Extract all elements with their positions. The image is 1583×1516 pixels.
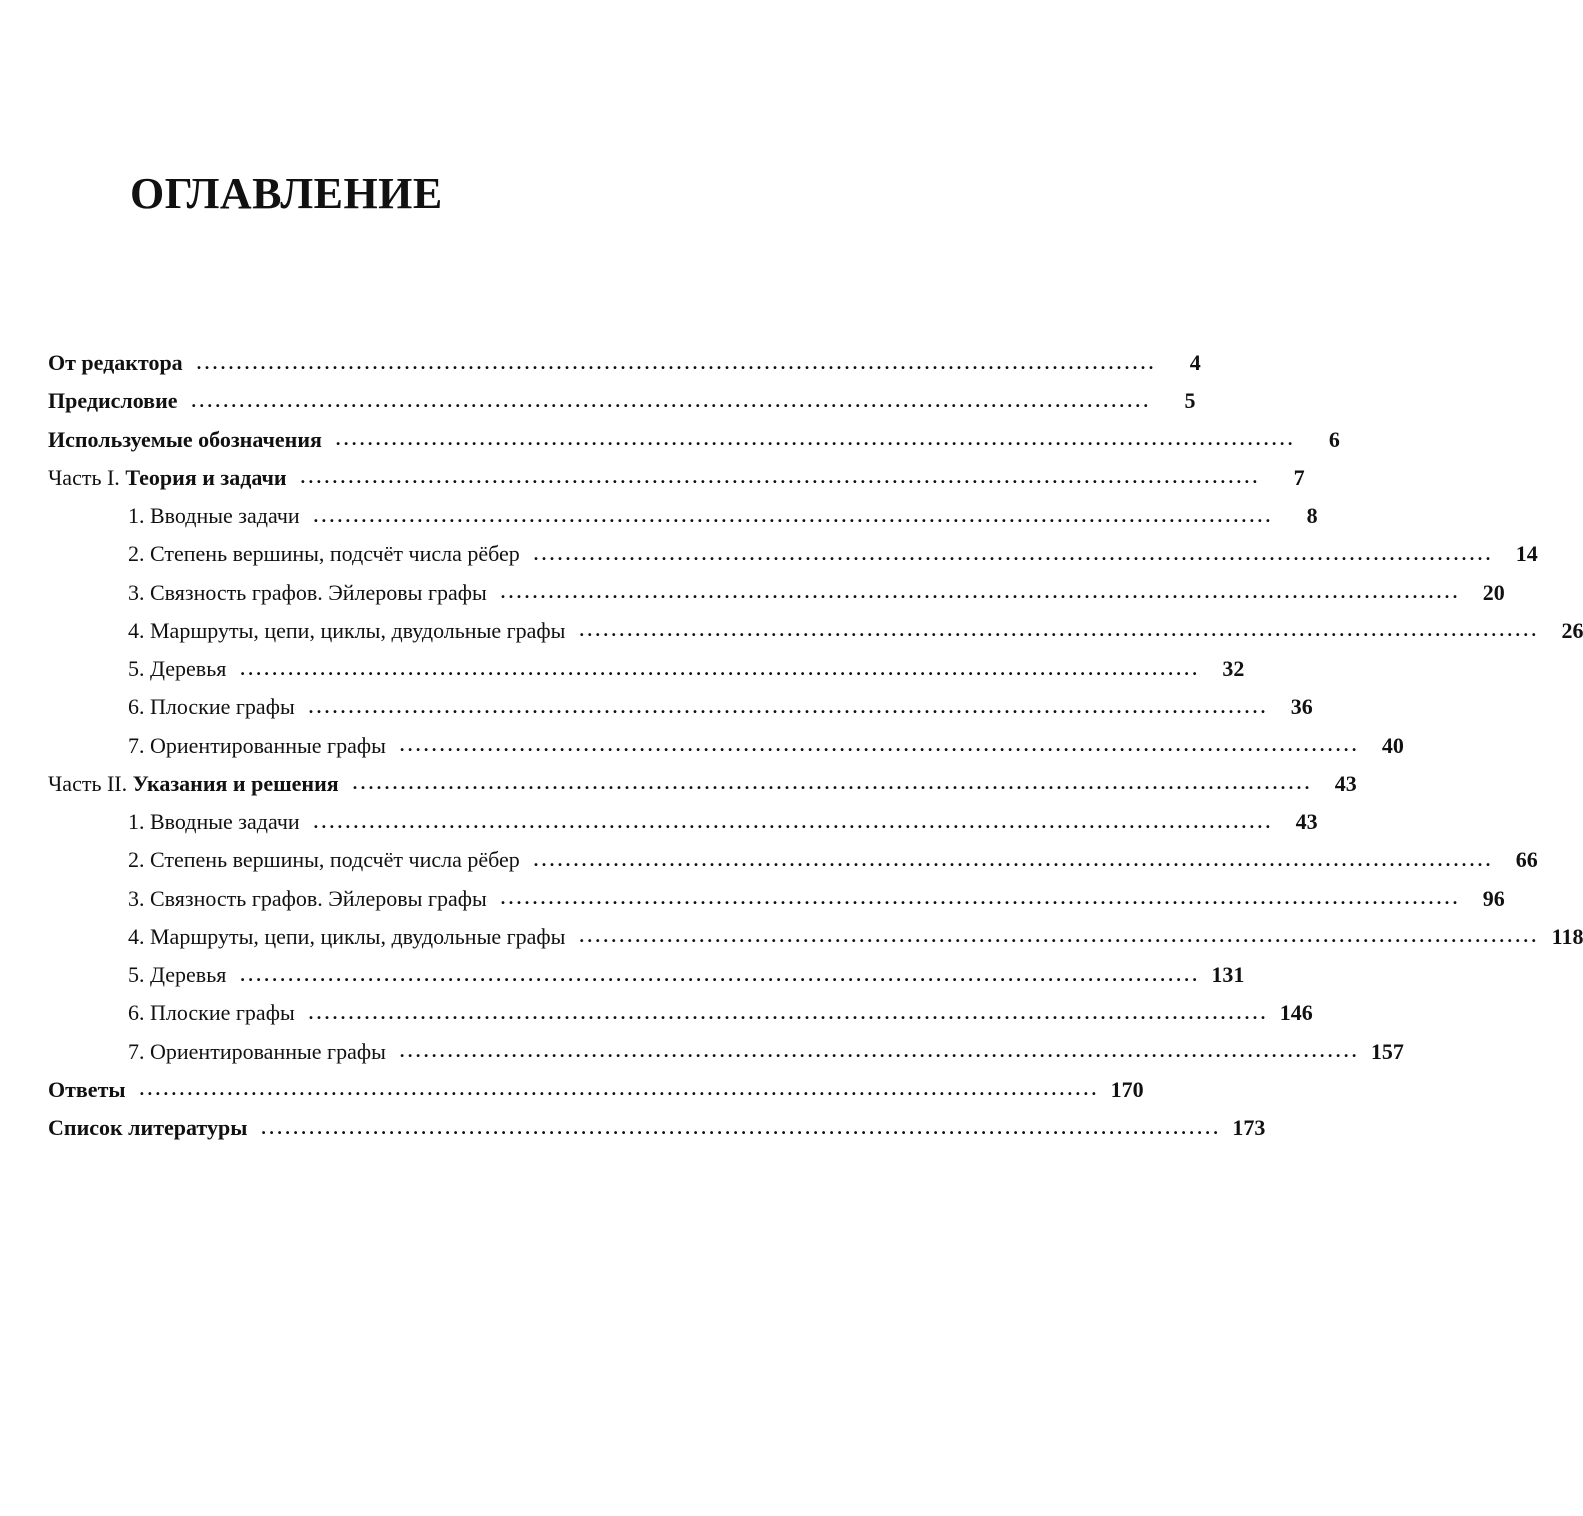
toc-entry-label: Ответы — [48, 1076, 126, 1102]
dot-leader: ........................................................................................................................ — [196, 352, 1157, 373]
toc-entry[interactable] — [0, 382, 1196, 420]
toc-page-number: 118 — [1551, 923, 1583, 949]
toc-entry-label — [48, 771, 339, 797]
toc-entry-label: 6. Плоские графы — [128, 1000, 295, 1026]
toc-part-title: Теория и задачи — [125, 464, 287, 490]
toc-page-number: 26 — [1561, 617, 1583, 643]
toc-page-number: 7 — [1293, 464, 1305, 490]
toc-page-number: 131 — [1211, 962, 1245, 988]
dot-leader: ........................................................................................................................ — [500, 582, 1461, 603]
toc-entry[interactable] — [0, 574, 1505, 612]
toc-entry[interactable] — [0, 803, 1318, 841]
toc-page-number: 170 — [1110, 1076, 1144, 1102]
dot-leader: ........................................................................................................................ — [261, 1117, 1222, 1138]
toc-page-number: 66 — [1515, 847, 1538, 873]
toc-entry-label: 7. Ориентированные графы — [128, 1038, 386, 1064]
toc-entry[interactable] — [0, 1109, 1266, 1147]
dot-leader: ........................................................................................................................ — [579, 620, 1540, 641]
toc-entry-label: 6. Плоские графы — [128, 694, 295, 720]
toc-page-number: 4 — [1189, 350, 1201, 376]
toc-entry-label: 7. Ориентированные графы — [128, 732, 386, 758]
toc-page-number: 146 — [1279, 1000, 1313, 1026]
toc-page-number: 14 — [1515, 541, 1538, 567]
dot-leader: ........................................................................................................................ — [300, 467, 1261, 488]
toc-entry[interactable] — [0, 765, 1357, 803]
toc-entry[interactable] — [0, 994, 1313, 1032]
toc-page-number: 36 — [1290, 694, 1313, 720]
dot-leader: ........................................................................................................................ — [399, 1041, 1360, 1062]
toc-page-number: 6 — [1328, 426, 1340, 452]
toc-entry-label: Список литературы — [48, 1115, 248, 1141]
dot-leader: ........................................................................................................................ — [335, 429, 1296, 450]
toc-entry[interactable] — [0, 421, 1340, 459]
toc-entry[interactable] — [0, 918, 1583, 956]
dot-leader: ........................................................................................................................ — [308, 696, 1269, 717]
toc-entry-label: 5. Деревья — [128, 656, 227, 682]
dot-leader: ........................................................................................................................ — [308, 1002, 1269, 1023]
toc-entry-label: 4. Маршруты, цепи, циклы, двудольные графы — [128, 923, 566, 949]
toc-entry-label: 1. Вводные задачи — [128, 503, 300, 529]
toc-page-number: 5 — [1184, 388, 1196, 414]
toc-entry-label: 3. Связность графов. Эйлеровы графы — [128, 579, 487, 605]
toc-entry[interactable] — [0, 497, 1318, 535]
toc-entry-label: 4. Маршруты, цепи, циклы, двудольные графы — [128, 617, 566, 643]
dot-leader: ........................................................................................................................ — [313, 505, 1274, 526]
dot-leader: ........................................................................................................................ — [533, 849, 1494, 870]
toc-entry[interactable] — [0, 841, 1538, 879]
toc-entry[interactable] — [0, 612, 1583, 650]
toc-entry[interactable] — [0, 1071, 1144, 1109]
dot-leader: ........................................................................................................................ — [139, 1079, 1100, 1100]
toc-part-prefix: Часть II. — [48, 770, 133, 796]
toc-entry-label — [48, 465, 287, 491]
toc-entry[interactable] — [0, 650, 1245, 688]
toc-entry[interactable] — [0, 1033, 1404, 1071]
dot-leader: ........................................................................................................................ — [500, 888, 1461, 909]
toc-page-number: 32 — [1222, 656, 1245, 682]
toc-entry-label: 5. Деревья — [128, 962, 227, 988]
dot-leader: ........................................................................................................................ — [579, 926, 1540, 947]
toc-entry-label: 2. Степень вершины, подсчёт числа рёбер — [128, 541, 520, 567]
page-title: ОГЛАВЛЕНИЕ — [130, 169, 443, 218]
toc-entry[interactable] — [0, 880, 1505, 918]
toc-entry-label: 2. Степень вершины, подсчёт числа рёбер — [128, 847, 520, 873]
toc-entry[interactable] — [0, 956, 1245, 994]
toc-entry[interactable] — [0, 727, 1404, 765]
toc-page-number: 43 — [1295, 809, 1318, 835]
toc-entry[interactable] — [0, 688, 1313, 726]
toc-entry-label: Предисловие — [48, 388, 178, 414]
toc-page-number: 43 — [1334, 770, 1357, 796]
dot-leader: ........................................................................................................................ — [240, 658, 1201, 679]
dot-leader: ........................................................................................................................ — [191, 390, 1152, 411]
toc-entry[interactable] — [0, 459, 1305, 497]
toc-entry-label: 1. Вводные задачи — [128, 809, 300, 835]
dot-leader: ........................................................................................................................ — [533, 543, 1494, 564]
dot-leader: ........................................................................................................................ — [313, 811, 1274, 832]
dot-leader: ........................................................................................................................ — [399, 735, 1360, 756]
toc-entry[interactable] — [0, 344, 1201, 382]
toc-entry-label: Используемые обозначения — [48, 426, 322, 452]
table-of-contents — [0, 344, 1583, 1147]
toc-page-number: 40 — [1381, 732, 1404, 758]
toc-part-title: Указания и решения — [132, 770, 339, 796]
toc-entry-label: От редактора — [48, 350, 183, 376]
dot-leader: ........................................................................................................................ — [352, 773, 1313, 794]
dot-leader: ........................................................................................................................ — [240, 964, 1201, 985]
toc-part-prefix: Часть I. — [48, 464, 126, 490]
toc-page-number: 157 — [1370, 1038, 1404, 1064]
toc-page-number: 173 — [1232, 1115, 1266, 1141]
toc-page-number: 20 — [1482, 579, 1505, 605]
toc-entry[interactable] — [0, 535, 1538, 573]
toc-page-number: 96 — [1482, 885, 1505, 911]
toc-entry-label: 3. Связность графов. Эйлеровы графы — [128, 885, 487, 911]
toc-page-number: 8 — [1306, 503, 1318, 529]
